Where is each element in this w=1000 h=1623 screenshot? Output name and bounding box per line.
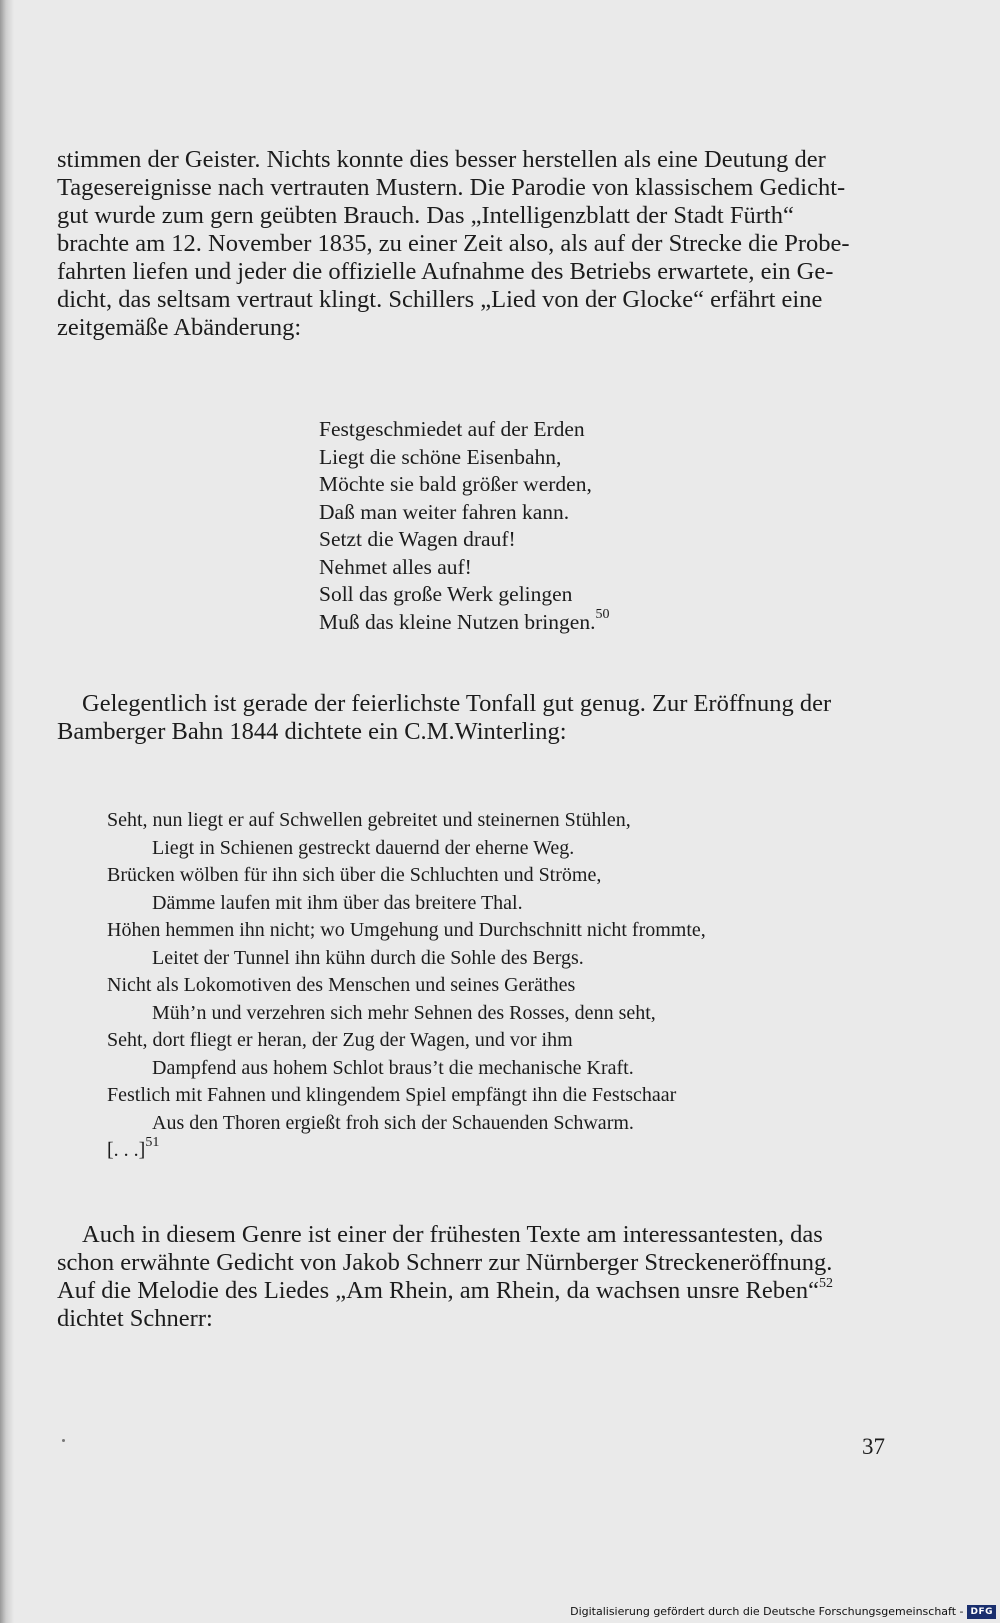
poem-line: Brücken wölben für ihn sich über die Schluchten und Ströme, [107,864,602,886]
text-line: gut wurde zum gern geübten Brauch. Das „Intelligenzblatt der Stadt Fürth“ [57,202,794,229]
footnote-ref-51: 51 [145,1135,160,1151]
poem-line: Höhen hemmen ihn nicht; wo Umgehung und Durchschnitt nicht frommte, [107,919,706,941]
text-line: dicht, das seltsam vertraut klingt. Schillers „Lied von der Glocke“ erfährt eine [57,286,823,313]
poem-line [319,609,609,637]
poem-line: Liegt in Schienen gestreckt dauernd der eherne Weg. [152,836,575,859]
text-line: brachte am 12. November 1835, zu einer Zeit also, als auf der Strecke die Probe- [57,230,850,257]
text-line: dichtet Schnerr: [57,1305,213,1332]
poem-line: Seht, nun liegt er auf Schwellen gebreitet und steinernen Stühlen, [107,809,631,831]
text-line: stimmen der Geister. Nichts konnte dies besser herstellen als eine Deutung der [57,146,826,173]
paragraph-3 [57,1221,895,1333]
page-number: 37 [862,1434,885,1459]
text-line-content: Auf die Melodie des Liedes „Am Rhein, am Rhein, da wachsen unsre Reben“ [57,1277,820,1304]
text-line: Bamberger Bahn 1844 dichtete ein C.M.Winterling: [57,718,567,745]
poem-line: Aus den Thoren ergießt froh sich der Schauenden Schwarm. [152,1111,634,1134]
poem-line: Möchte sie bald größer werden, [319,472,592,496]
poem-line: Leitet der Tunnel ihn kühn durch die Sohle des Bergs. [152,946,584,969]
poem-line: Nicht als Lokomotiven des Menschen und seines Geräthes [107,974,576,996]
poem-line: Festlich mit Fahnen und klingendem Spiel empfängt ihn die Festschaar [107,1084,677,1106]
text-line: Tagesereignisse nach vertrauten Mustern. Die Parodie von klassischem Gedicht- [57,174,846,201]
poem-line: Daß man weiter fahren kann. [319,499,570,524]
text-line: schon erwähnte Gedicht von Jakob Schnerr zur Nürnberger Streckeneröffnung. [57,1249,833,1276]
ellipsis: [. . .] [107,1139,146,1161]
poem-ellipsis-line [107,1137,706,1165]
text-line: zeitgemäße Abänderung: [57,314,302,341]
poem-line: Liegt die schöne Eisenbahn, [319,444,562,469]
poem-line: Müh’n und verzehren sich mehr Sehnen des Rosses, denn seht, [152,1001,656,1024]
footnote-ref-52: 52 [819,1275,834,1291]
text-line: fahrten liefen und jeder die offizielle Aufnahme des Betriebs erwartete, ein Ge- [57,258,834,285]
poem-line: Dämme laufen mit ihm über das breitere Thal. [152,891,523,914]
footnote-ref-50: 50 [595,607,610,623]
poem-line: Nehmet alles auf! [319,554,472,579]
poem-glocke-parody [319,416,609,636]
paragraph-1 [57,146,895,342]
poem-line-text: Muß das kleine Nutzen bringen. [319,609,596,634]
text-line [57,1277,895,1305]
poem-line: Seht, dort fliegt er heran, der Zug der Wagen, und vor ihm [107,1029,573,1051]
scan-speck [62,1439,65,1442]
text-line: Auch in diesem Genre ist einer der frühesten Texte am interessantesten, das [82,1221,823,1248]
digitization-footer [570,1603,996,1621]
poem-line: Dampfend aus hohem Schlot braus’t die mechanische Kraft. [152,1056,634,1079]
poem-line: Soll das große Werk gelingen [319,582,573,606]
poem-line: Festgeschmiedet auf der Erden [319,417,585,441]
text-line: Gelegentlich ist gerade der feierlichste Tonfall gut genug. Zur Eröffnung der [82,690,832,717]
poem-winterling [107,807,706,1165]
footer-text: Digitalisierung gefördert durch die Deutsche Forschungsgemeinschaft - [570,1605,964,1618]
poem-line: Setzt die Wagen drauf! [319,527,516,551]
paragraph-2 [57,690,895,746]
dfg-logo-icon: DFG [967,1605,996,1619]
